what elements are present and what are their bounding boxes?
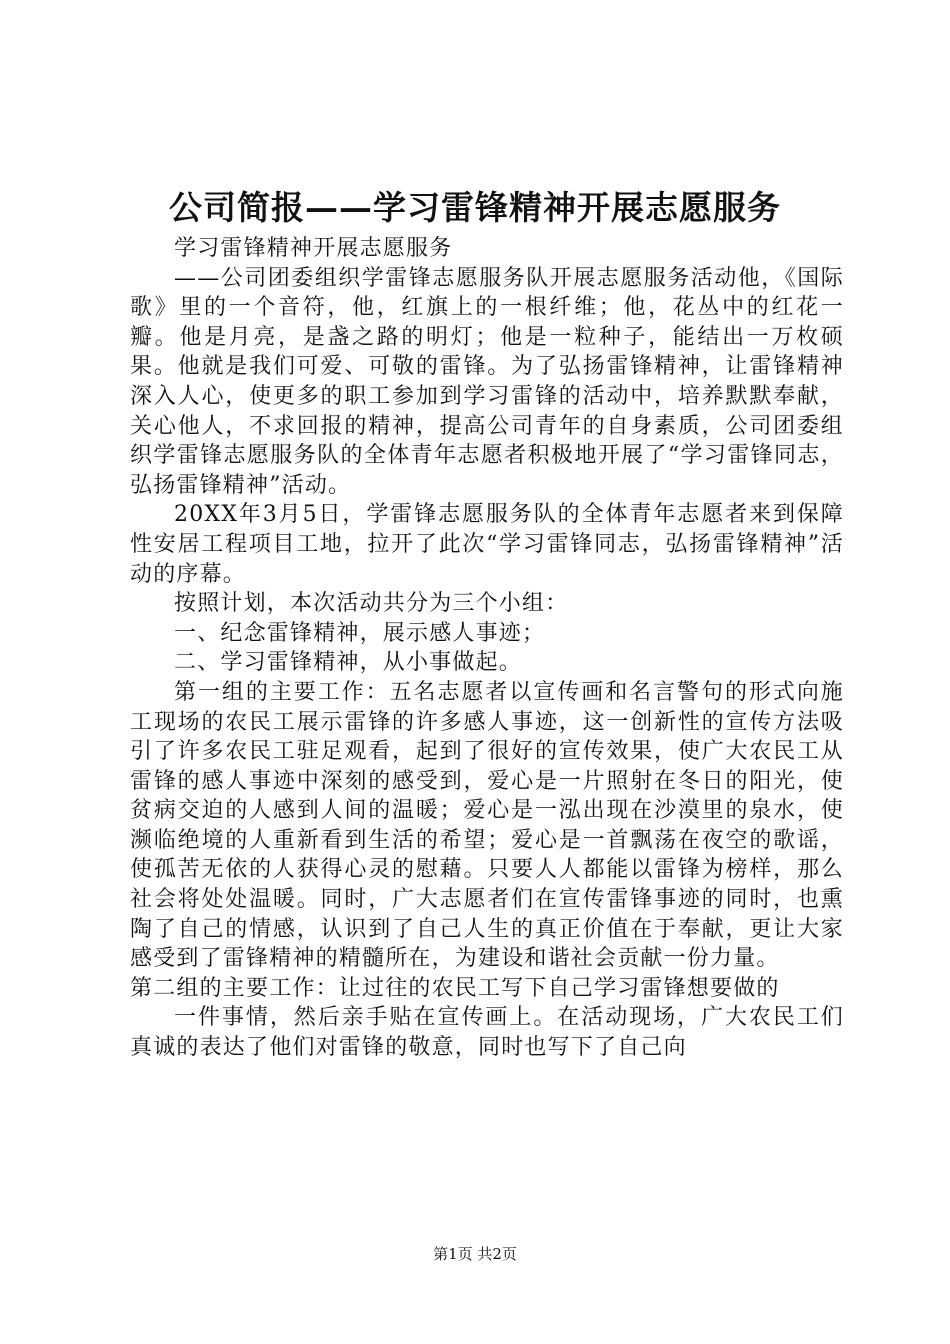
paragraph-continuation: 一件事情，然后亲手贴在宣传画上。在活动现场，广大农民工们真诚的表达了他们对雷锋的敬意，同时也写下了自己向: [130, 1005, 844, 1061]
document-title: 公司简报——学习雷锋精神开展志愿服务: [169, 188, 781, 227]
page-number-footer: 第1页 共2页: [433, 1245, 517, 1263]
paragraph-subtitle: 学习雷锋精神开展志愿服务: [174, 236, 453, 261]
paragraph-group-one-title: 一、纪念雷锋精神，展示感人事迹；: [174, 620, 546, 646]
paragraph-plan: 按照计划，本次活动共分为三个小组：: [174, 591, 569, 617]
paragraph-group-one-work: 第一组的主要工作：五名志愿者以宣传画和名言警句的形式向施工现场的农民工展示雷锋的许多感人事迹，这一创新性的宣传方法吸引了许多农民工驻足观看，起到了很好的宣传效果，使广大农民工从雷锋的感人事迹中深刻的感受到，爱心是一片照射在冬日的阳光，使贫病交迫的人感到人间的温暖；爱心是一泓出现在沙漠里的泉水，使濒临绝境的人重新看到生活的希望；爱心是一首飘荡在夜空的歌谣，使孤苦无依的人获得心灵的慰藉。只要人人都能以雷锋为榜样，那么社会将处处温暖。同时，广大志愿者们在宣传雷锋事迹的同时，也熏陶了自己的情感，认识到了自己人生的真正价值在于奉献，更让大家感受到了雷锋精神的精髓所在，为建设和谐社会贡献一份力量。: [130, 679, 844, 972]
paragraph-date: 20XX年3月5日，学雷锋志愿服务队的全体青年志愿者来到保障性安居工程项目工地，拉开了此次“学习雷锋同志，弘扬雷锋精神”活动的序幕。: [130, 502, 844, 587]
paragraph-intro: ——公司团委组织学雷锋志愿服务队开展志愿服务活动他，《国际歌》里的一个音符，他，红旗上的一根纤维；他，花丛中的红花一瓣。他是月亮，是盏之路的明灯；他是一粒种子，能结出一万枚硕果。他就是我们可爱、可敬的雷锋。为了弘扬雷锋精神，让雷锋精神深入人心，使更多的职工参加到学习雷锋的活动中，培养默默奉献，关心他人，不求回报的精神，提高公司青年的自身素质，公司团委组织学雷锋志愿服务队的全体青年志愿者积极地开展了“学习雷锋同志，弘扬雷锋精神”活动。: [130, 265, 844, 498]
paragraph-group-two-title: 二、学习雷锋精神，从小事做起。: [174, 650, 523, 676]
paragraph-group-two-work: 第二组的主要工作：让过往的农民工写下自己学习雷锋想要做的: [130, 975, 780, 1001]
document-body: [130, 234, 844, 1063]
